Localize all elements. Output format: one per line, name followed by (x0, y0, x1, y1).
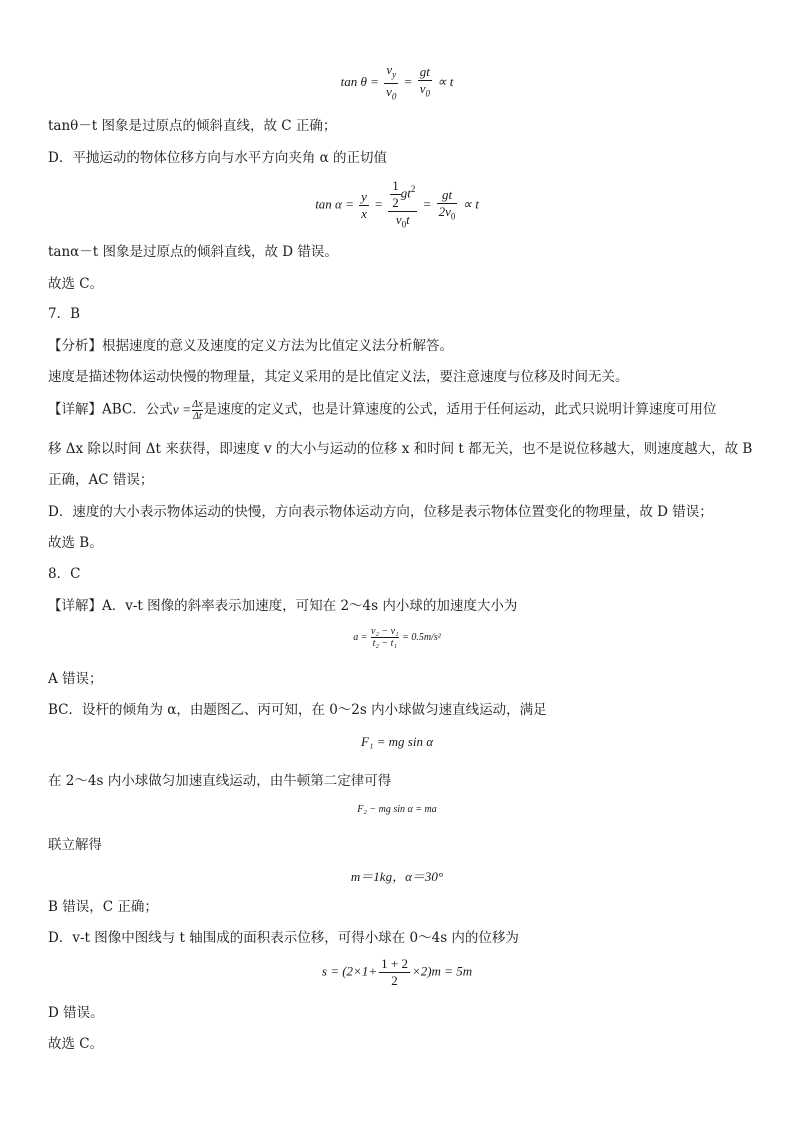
equation-f2: F₂ − mg sin α = ma (357, 804, 437, 815)
detail-suffix: 是速度的定义式，也是计算速度的公式，适用于任何运动，此式只说明计算速度可用位 (203, 401, 717, 418)
eq2-d3sub: 0 (450, 211, 456, 222)
eq2-d1: x (361, 205, 367, 221)
eq1-n2: gt (418, 64, 432, 81)
eq2-half (390, 178, 401, 211)
inline-formula (172, 399, 204, 422)
eq3-den: t₂ − t₁ (372, 638, 397, 649)
eq3-lhs: a = (353, 631, 368, 643)
text-line: 移 Δx 除以时间 Δt 来获得，即速度 v 的大小与运动的位移 x 和时间 t 都无关，也不是说位移越大，则速度越大，故 B (48, 441, 753, 457)
text-line: BC．设杆的倾角为 α，由题图乙、丙可知，在 0～2s 内小球做匀速直线运动，满足 (48, 702, 547, 718)
eq1-d1: v (386, 83, 392, 99)
eq2-frac3 (437, 187, 458, 225)
eq7-lhs: s = (2×1+ (321, 963, 378, 979)
eq2-n2: gt (400, 185, 411, 201)
text-line: 速度是描述物体运动快慢的物理量，其定义采用的是比值定义法，要注意速度与位移及时间无关。 (48, 369, 629, 385)
text-line: 正确，AC 错误； (48, 472, 154, 488)
eq2-half-den: 2 (392, 195, 399, 210)
text-line: 故选 C。 (48, 1036, 104, 1052)
equation-displacement (0, 956, 794, 989)
eq7-num: 1 + 2 (381, 956, 408, 971)
text-line: B 错误，C 正确； (48, 899, 158, 915)
text-line: 在 2～4s 内小球做匀加速直线运动，由牛顿第二定律可得 (48, 773, 392, 789)
eq3-frac (371, 626, 399, 649)
eq1-frac1 (384, 62, 398, 104)
eq1-d2sub: 0 (425, 88, 430, 99)
eq1-frac2 (418, 64, 432, 102)
eq1-n1sub: y (392, 69, 397, 80)
eq2-tail: ∝ t (462, 196, 479, 212)
text-line: D 错误。 (48, 1005, 104, 1021)
eq2-n3: gt (437, 187, 458, 204)
eq2-lhs: tan α = (315, 196, 354, 212)
inline-frac (192, 399, 202, 422)
eq1-lhs: tan θ = (340, 74, 379, 90)
inline-num: Δx (192, 399, 203, 410)
text-line: 故选 C。 (48, 276, 104, 292)
eq2-half-num: 1 (392, 178, 399, 193)
text-line: D．速度的大小表示物体运动的快慢，方向表示物体运动方向，位移是表示物体位置变化的物理量，故 D 错误； (48, 504, 713, 520)
eq2-frac2 (388, 178, 417, 233)
text-line: D．v-t 图像中图线与 t 轴围成的面积表示位移，可得小球在 0～4s 内的位移为 (48, 930, 519, 946)
eq2-d3: 2v (438, 203, 451, 219)
eq2-frac1 (359, 189, 369, 222)
inline-lhs: v = (172, 401, 192, 417)
analysis-line: 【分析】根据速度的意义及速度的定义方法为比值定义法分析解答。 (48, 338, 453, 354)
text-line: 故选 B。 (48, 535, 103, 551)
text-line: tanα－t 图象是过原点的倾斜直线，故 D 错误。 (48, 244, 338, 260)
eq2-d2: v (395, 212, 402, 227)
detail-line (48, 399, 717, 422)
question-number: 8．C (48, 566, 81, 582)
eq1-d1sub: 0 (391, 91, 397, 102)
equation-f1: F₁ = mg sin α (360, 734, 434, 749)
eq2-d2post: t (406, 212, 410, 227)
eq1-tail: ∝ t (437, 74, 454, 90)
eq7-frac (379, 956, 410, 989)
text-line: 联立解得 (48, 837, 102, 853)
eq7-den: 2 (391, 973, 398, 988)
eq1-d2: v (419, 81, 426, 97)
question-number: 7．B (48, 306, 81, 322)
eq3-num: v₂ − v₁ (371, 626, 399, 637)
eq3-rhs: = 0.5m/s² (402, 631, 441, 643)
inline-den: Δt (193, 411, 202, 422)
equation-tan-alpha: tan α = $\frac{y}{x}$ = $\frac{1}{2}$ $gt^2$ $v_0t$ = $\frac{gt}{2v_0}$ ∝ t (0, 178, 794, 233)
eq2-n1: y (361, 188, 367, 204)
eq2-n2sup: 2 (410, 184, 416, 195)
detail-line: 【详解】A．v-t 图像的斜率表示加速度，可知在 2～4s 内小球的加速度大小为 (48, 598, 518, 614)
equation-tan-theta: tan θ = $\frac{v_y}{v_0}$ = $\frac{gt}{v_0}$ ∝ t (0, 62, 794, 104)
equation-result: m＝1kg，α＝30° (350, 869, 444, 884)
text-line: D．平抛运动的物体位移方向与水平方向夹角 α 的正切值 (48, 150, 388, 166)
equation-acceleration (0, 626, 794, 649)
text-line: tanθ－t 图象是过原点的倾斜直线，故 C 正确； (48, 118, 337, 134)
eq1-n1: v (386, 62, 393, 77)
text-line: A 错误； (48, 671, 103, 687)
detail-prefix: 【详解】ABC．公式 (48, 401, 173, 418)
eq7-rhs: ×2)m = 5m (411, 963, 473, 979)
eq2-d2sub: 0 (401, 219, 407, 230)
